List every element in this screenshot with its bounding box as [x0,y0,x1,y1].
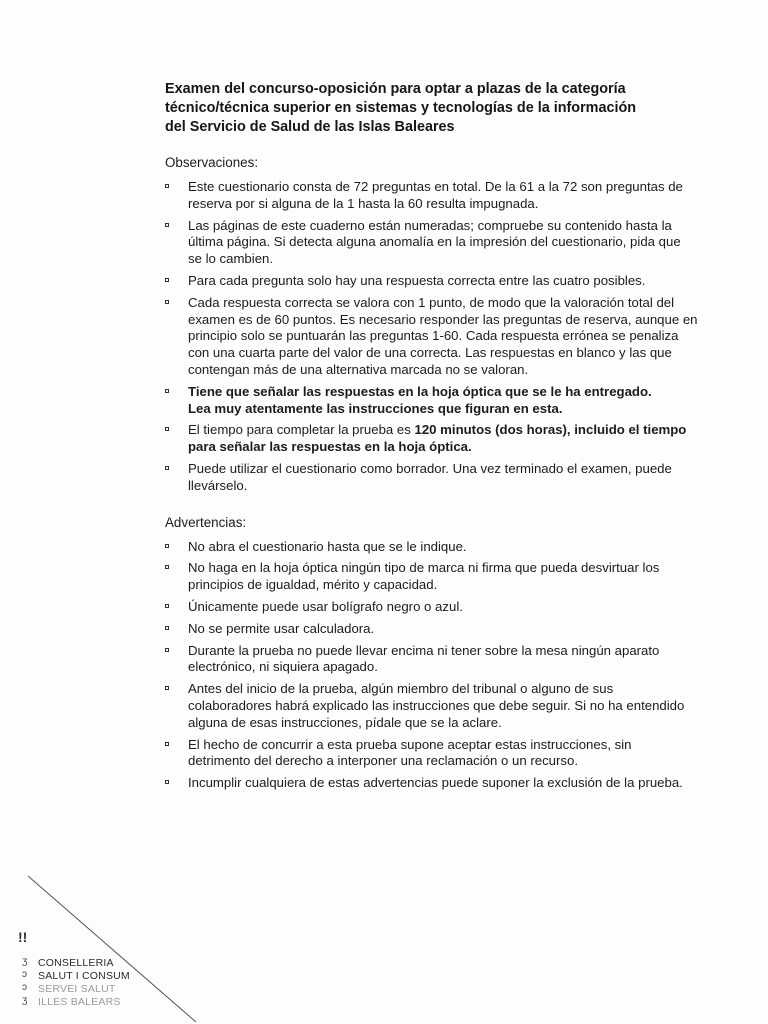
observaciones-list [165,179,725,495]
list-item [165,422,725,456]
logo-line: ILLES BALEARS [38,996,121,1008]
item-text: Antes del inicio de la prueba, algún miembro del tribunal o alguno de sus [188,681,614,697]
item-text: detrimento del derecho a interponer una reclamación o un recurso. [188,753,578,769]
list-item [165,681,725,731]
document-title [165,80,725,137]
item-text: con una cuarta parte del valor de una correcta. Las respuestas en blanco y las que [188,345,672,361]
square-bullet-icon [165,686,169,690]
item-text: Este cuestionario consta de 72 preguntas en total. De la 61 a la 72 son preguntas de [188,179,683,194]
list-item [165,621,725,638]
item-text: electrónico, ni siquiera apagado. [188,659,378,675]
square-bullet-icon [165,565,169,569]
item-text-bold: Lea muy atentamente las instrucciones que figuran en esta. [188,400,563,416]
square-bullet-icon [165,544,169,548]
square-bullet-icon [165,604,169,608]
list-item [165,643,725,677]
item-text: principio solo se puntuarán las preguntas 1-60. Cada respuesta errónea se penaliza [188,328,679,344]
list-item [165,737,725,771]
item-text: Incumplir cualquiera de estas advertencias puede suponer la exclusión de la prueba. [188,775,683,791]
list-item [165,384,725,418]
advertencias-heading: Advertencias: [165,514,247,530]
institution-logo [38,957,130,1009]
item-text: reserva por si alguna de la 1 hasta la 60 resulta impugnada. [188,195,539,211]
square-bullet-icon [165,223,169,227]
logo-line: SERVEI SALUT [38,983,116,995]
item-text-normal: El tiempo para completar la prueba es [188,422,415,438]
title-line: del Servicio de Salud de las Islas Baleares [165,119,455,135]
square-bullet-icon [165,300,169,304]
logo-line: CONSELLERIA [38,957,114,969]
observaciones-heading: Observaciones: [165,155,259,170]
list-item [165,218,725,268]
item-text [188,422,725,439]
list-item [165,539,725,556]
title-line: Examen del concurso-oposición para optar a plazas de la categoría [165,81,626,97]
item-text: Cada respuesta correcta se valora con 1 punto, de modo que la valoración total del [188,294,675,310]
square-bullet-icon [165,278,169,282]
item-text: No abra el cuestionario hasta que se le indique. [188,538,467,554]
square-bullet-icon [165,184,169,188]
item-text: El hecho de concurrir a esta prueba supone aceptar estas instrucciones, sin [188,736,632,752]
list-item [165,179,725,213]
item-text: Las páginas de este cuaderno están numeradas; compruebe su contenido hasta la [188,217,672,233]
item-text: Durante la prueba no puede llevar encima ni tener sobre la mesa ningún aparato [188,642,660,658]
square-bullet-icon [165,626,169,630]
square-bullet-icon [165,389,169,393]
section-spacer [165,500,725,514]
list-item [165,295,725,379]
advertencias-list [165,539,725,792]
square-bullet-icon [165,648,169,652]
list-item [165,461,725,495]
square-bullet-icon [165,466,169,470]
item-text-bold: Tiene que señalar las respuestas en la hoja óptica que se le ha entregado. [188,383,652,399]
item-text: se lo cambien. [188,251,274,267]
title-line: técnico/técnica superior en sistemas y tecnologías de la información [165,100,637,116]
item-text: alguna de esas instrucciones, pídale que se la aclare. [188,714,502,730]
item-text: No haga en la hoja óptica ningún tipo de marca ni firma que pueda desvirtuar los [188,560,660,576]
logo-edge-marks: ʒ ɔ ɔ ʒ [22,956,28,1006]
item-text: Puede utilizar el cuestionario como borrador. Una vez terminado el examen, puede [188,460,672,476]
item-text: llevárselo. [188,477,248,493]
item-text: Únicamente puede usar bolígrafo negro o azul. [188,598,463,614]
item-text: principios de igualdad, mérito y capacidad. [188,577,438,593]
item-text-bold: 120 minutos (dos horas), incluido el tiempo [414,422,687,438]
item-text: No se permite usar calculadora. [188,620,375,636]
logo-emblem-icon: !! [18,929,28,945]
square-bullet-icon [165,780,169,784]
list-item [165,775,725,792]
square-bullet-icon [165,427,169,431]
item-text-bold: para señalar las respuestas en la hoja óptica. [188,439,472,455]
square-bullet-icon [165,742,169,746]
item-text: última página. Si detecta alguna anomalía en la impresión del cuestionario, pida que [188,234,681,250]
list-item [165,273,725,290]
item-text: Para cada pregunta solo hay una respuesta correcta entre las cuatro posibles. [188,272,646,288]
list-item [165,599,725,616]
item-text: colaboradores habrá explicado las instrucciones que debe seguir. Si no ha entendido [188,697,685,713]
item-text: contengan más de una alternativa marcada no se valoran. [188,361,529,377]
logo-line: SALUT I CONSUM [38,970,130,982]
item-text: examen es de 60 puntos. Es necesario responder las preguntas de reserva, aunque en [188,311,698,327]
document-content [165,80,725,797]
list-item [165,560,725,594]
